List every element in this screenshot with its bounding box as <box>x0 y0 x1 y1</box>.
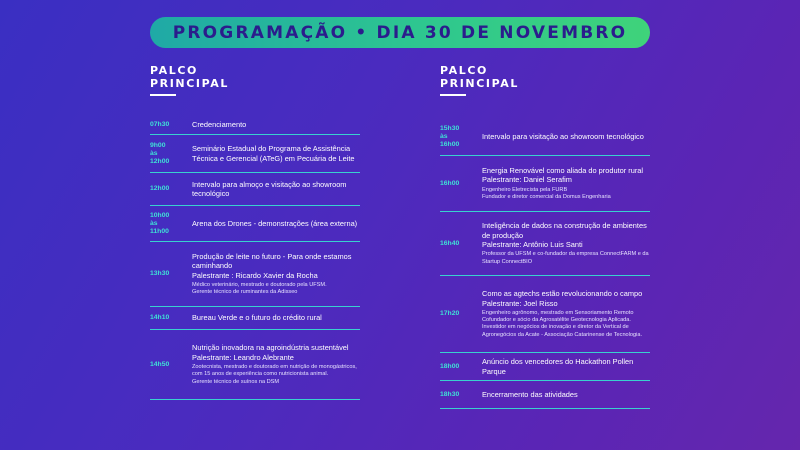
schedule-item <box>150 330 360 400</box>
schedule-item <box>440 381 650 409</box>
schedule-time: 13h30 <box>150 270 170 277</box>
stage-title-line-1: PALCO <box>440 64 488 77</box>
schedule-item <box>440 276 650 353</box>
schedule-item <box>440 118 650 156</box>
schedule-item <box>150 307 360 330</box>
schedule-title: Intervalo para visitação ao showroom tecnológico <box>482 131 644 141</box>
schedule-time: 18h00 <box>440 362 460 370</box>
banner-text: PROGRAMAÇÃO • DIA 30 DE NOVEMBRO <box>172 22 628 43</box>
schedule-list <box>150 115 360 400</box>
speaker-bio: Zootecnista, mestrado e doutorado em nutrição de monogástricos, com 15 anos de experiência como nutricionista animal. Gerente técnico de suínos na DSM <box>192 364 357 385</box>
schedule-time: 14h50 <box>150 360 170 368</box>
schedule-title: Encerramento das atividades <box>482 389 578 399</box>
schedule-item <box>440 353 650 381</box>
schedule-list <box>440 118 650 409</box>
left-schedule-column <box>150 64 360 385</box>
program-date-banner <box>150 17 650 48</box>
schedule-title: Inteligência de dados na construção de ambientes de produção <box>482 221 647 240</box>
stage-underline <box>150 94 176 96</box>
schedule-title: Arena dos Drones - demonstrações (área externa) <box>192 218 358 228</box>
schedule-item <box>150 242 360 307</box>
stage-title-line-1: PALCO <box>150 64 198 77</box>
stage-title-line-2: PRINCIPAL <box>150 77 229 90</box>
schedule-time: 10h00 às 11h00 <box>150 211 170 235</box>
speaker-bio: Professor da UFSM e co-fundador da empresa ConnectFARM e da Startup ConnectBIO <box>482 251 649 265</box>
stage-title-line-2: PRINCIPAL <box>440 77 519 90</box>
schedule-time: 16h00 <box>440 179 460 187</box>
schedule-time: 16h40 <box>440 239 460 247</box>
speaker-name: Palestrante: Daniel Serafim <box>482 175 572 185</box>
schedule-time: 9h00 às 12h00 <box>150 141 170 165</box>
schedule-item <box>150 135 360 173</box>
schedule-time: 18h30 <box>440 390 460 398</box>
schedule-item <box>150 206 360 242</box>
schedule-title: Seminário Estadual do Programa de Assistência Técnica e Gerencial (ATeG) em Pecuária de Leite <box>192 144 355 163</box>
speaker-name: Palestrante : Ricardo Xavier da Rocha <box>192 270 318 280</box>
schedule-title: Energia Renovável como aliada do produtor rural <box>482 165 644 175</box>
speaker-bio: Médico veterinário, mestrado e doutorado pela UFSM. Gerente técnico de ruminantes da Adisseo <box>192 281 327 296</box>
speaker-name: Palestrante: Joel Risso <box>482 298 558 308</box>
schedule-title: Anúncio dos vencedores do Hackathon Pollen Parque <box>482 357 634 376</box>
stage-title <box>440 64 650 90</box>
right-schedule-column <box>440 64 650 399</box>
schedule-title: Nutrição inovadora na agroindústria sustentável <box>192 343 349 353</box>
stage-title <box>150 64 360 90</box>
schedule-time: 14h10 <box>150 314 170 321</box>
schedule-title: Credenciamento <box>192 119 247 129</box>
schedule-time: 12h00 <box>150 185 170 192</box>
speaker-bio: Engenheiro agrônomo, mestrado em Sensoriamento Remoto Cofundador e sócio da Agrosatélite Geotecnologia Aplicada. Investidor em negócios de inovação e diretor da Vertical de Agronegócios da Acate - Associação Catarinense de Tecnologia. <box>482 310 643 338</box>
schedule-time: 07h30 <box>150 120 170 128</box>
schedule-title: Intervalo para almoço e visitação ao showroom tecnológico <box>192 179 347 198</box>
schedule-item <box>440 212 650 276</box>
speaker-name: Palestrante: Antônio Luis Santi <box>482 240 583 249</box>
speaker-name: Palestrante: Leandro Alebrante <box>192 352 294 362</box>
stage-underline <box>440 94 466 96</box>
schedule-item <box>150 173 360 206</box>
schedule-title: Como as agtechs estão revolucionando o campo <box>482 289 643 299</box>
schedule-time: 15h30 às 16h00 <box>440 124 460 148</box>
schedule-item <box>150 115 360 135</box>
schedule-item <box>440 156 650 212</box>
schedule-title: Produção de leite no futuro - Para onde estamos caminhando <box>192 251 352 271</box>
speaker-bio: Engenheiro Eletrecista pela FURB Fundador e diretor comercial da Domus Engenharia <box>482 186 611 200</box>
schedule-title: Bureau Verde e o futuro do crédito rural <box>192 313 322 323</box>
schedule-time: 17h20 <box>440 310 460 317</box>
